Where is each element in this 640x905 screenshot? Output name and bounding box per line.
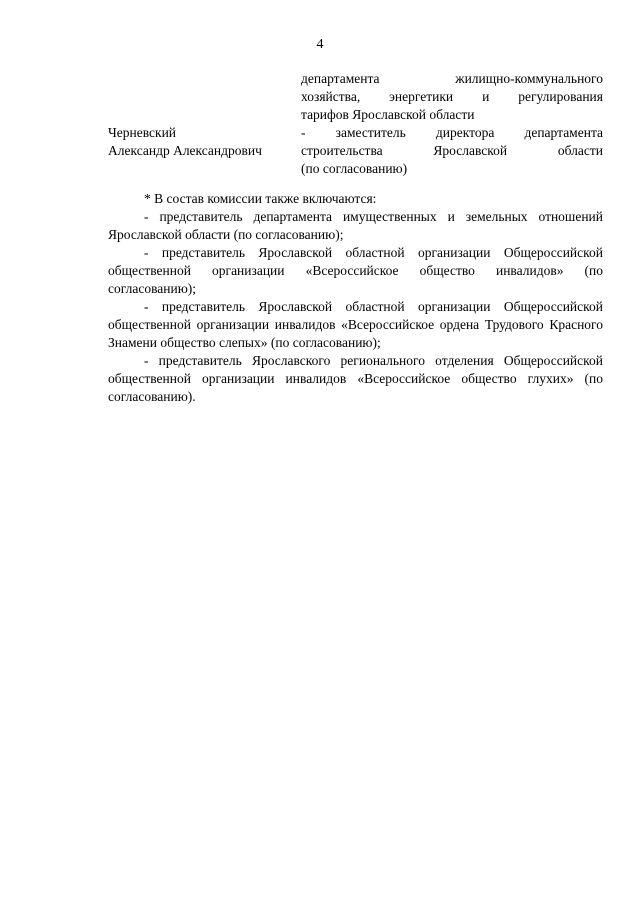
role-line: департамента жилищно-коммунального [301, 71, 603, 86]
note-item: - представитель Ярославской областной организации Общероссийской общественной организации инвалидов «Всероссийское ордена Трудового Красного Знамени общество слепых» (по согласованию); [108, 299, 603, 350]
commission-note [108, 190, 603, 406]
member-name [108, 124, 301, 178]
member-role [301, 70, 603, 124]
commission-members-list [108, 70, 603, 178]
member-row-chernevsky [108, 124, 603, 178]
role-line: строительства Ярославской области [301, 143, 603, 158]
member-row-continuation [108, 70, 603, 124]
note-item: - представитель Ярославского регионального отделения Общероссийской общественной организации инвалидов «Всероссийское общество глухих» (по согласованию). [108, 353, 603, 404]
note-item: - представитель департамента имущественных и земельных отношений Ярославской области (по согласованию); [108, 209, 603, 242]
role-line: тарифов Ярославской области [301, 107, 475, 122]
member-given-names: Александр Александрович [108, 143, 262, 158]
role-line: хозяйства, энергетики и регулирования [301, 89, 603, 104]
member-role [301, 124, 603, 178]
role-line: - заместитель директора департамента [301, 125, 603, 140]
member-name [108, 70, 301, 124]
page-number: 4 [316, 37, 324, 52]
member-surname: Черневский [108, 125, 177, 140]
note-item: - представитель Ярославской областной организации Общероссийской общественной организации «Всероссийское общество инвалидов» (по согласованию); [108, 245, 603, 296]
role-line: (по согласованию) [301, 161, 408, 176]
note-heading: * В состав комиссии также включаются: [144, 191, 377, 206]
